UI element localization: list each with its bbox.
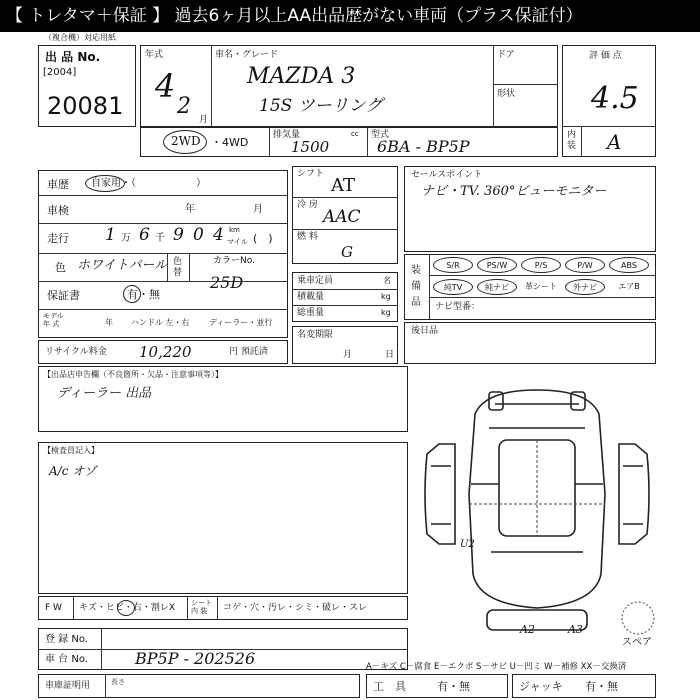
after-parts-label: 後日品 [411,326,439,336]
equipment-item: 純ナビ [477,279,517,295]
fw-options: キズ・ヒビ・右・割レX [79,603,175,613]
inspection-year: 年 [185,204,195,215]
remarks-value: ディーラー 出品 [57,386,152,401]
lot-number: 20081 [47,92,124,120]
mileage-unit-mile: マイル [227,238,248,246]
interior-label: 内 装 [567,130,577,151]
warranty-options: 有・無 [127,288,160,301]
equipment-item: P/W [565,257,605,273]
equipment-item: エアB [618,282,640,291]
sales-point-label: セールスポイント [411,170,483,180]
diagram-mark-side: U2 [460,539,475,550]
drive-option-4wd: ・4WD [211,136,249,149]
equipment-item: 革シート [525,282,557,291]
fuel-value: G [341,243,353,261]
dealer-options: ディーラー・並行 [209,318,273,327]
lot-box [38,45,136,127]
spec-row [140,127,558,157]
color-label: 色 [55,261,66,274]
cert-sub: 長さ [111,678,125,686]
displacement-unit: cc [351,130,359,138]
capacity-box [292,272,398,322]
cert-label: 車庫証明用 [45,681,91,691]
handle-options: ハンドル 左・右 [131,318,190,327]
equipment-item: 純TV [433,279,473,295]
mileage-digit-2: 6 [139,225,150,245]
equipment-item: ABS [609,257,649,273]
damage-legend: A－キズ C－腐食 E－エクボ S－サビ U－凹ミ W－補修 XX－交換済 [366,662,627,672]
name-change-month: 月 [343,350,353,360]
mileage-paren: ( ) [253,232,273,245]
mileage-digit-4: 0 [193,225,204,245]
history-box [38,170,288,338]
tools-options: 有・無 [437,680,470,693]
seat-label: シート 内 装 [191,599,212,616]
sales-point-value: ナビ・TV. 360°ビューモニター [421,184,607,199]
weight-unit: kg [381,308,391,317]
mileage-unit-sen: 千 [155,233,165,244]
registration-label: 登 録 No. [45,634,88,645]
model-year-year: 年 [105,318,113,327]
history-label: 車歴 [47,178,69,191]
equipment-label: 装 備 品 [411,265,421,308]
recycle-label: リサイクル料金 [45,347,107,357]
mileage-digit-3: 9 [173,225,184,245]
mileage-unit-man: 万 [121,233,131,244]
form-note: （複合機）対応用紙 [44,33,116,42]
score-box [562,45,656,157]
vehicle-box [140,45,558,127]
name-change-box [292,326,398,364]
door-label: ドア [497,50,515,60]
spare-label: スペア [622,637,652,648]
spare-tire-icon [620,600,656,636]
load-label: 積載量 [297,292,325,302]
equipment-box [404,254,656,320]
remarks-label: 【出品店申告欄（不良箇所・欠品・注意事項等）】 [43,370,223,379]
after-parts-box [404,322,656,364]
year-label: 年式 [145,50,164,60]
diagram-mark-front-left: A2 [520,623,535,636]
inspection-label: 車検 [47,204,69,217]
lot-label: 出 品 No. [45,50,101,64]
recycle-unit: 円 預託済 [229,347,268,357]
model-name: MAZDA 3 [247,64,356,89]
chassis-value: BP5P - 202526 [135,649,256,668]
inspector-box [38,442,408,594]
header-banner: 【 トレタマ＋保証 】 過去6ヶ月以上AA出品歴がない車両（プラス保証付） [0,0,700,32]
jack-label: ジャッキ [519,680,563,693]
shift-label: シフト [297,169,325,179]
displacement-label: 排気量 [273,130,301,140]
shift-value: AT [331,175,356,196]
color-value: ホワイトパール [77,258,168,273]
equipment-item: P/S [521,257,561,273]
warranty-label: 保証書 [47,289,80,302]
name-change-day: 日 [385,350,395,360]
equipment-item: S/R [433,257,473,273]
load-unit: kg [381,292,391,301]
history-value: 自家用・（ ） [91,178,206,189]
tools-label: 工 具 [373,680,406,693]
recycle-box [38,340,288,364]
fw-label: F W [45,603,62,613]
model-year-label: モデル 年 式 [43,312,64,328]
capacity-label: 乗車定員 [297,276,334,286]
mileage-label: 走行 [47,232,69,245]
aircon-value: AAC [323,207,361,227]
tools-box [366,674,508,698]
shape-label: 形状 [497,89,516,99]
month-suffix: 月 [199,115,209,125]
fuel-label: 燃 料 [297,232,318,242]
navi-label: ナビ型番： [435,302,481,312]
sales-point-box [404,166,656,252]
model-code-value: 6BA - BP5P [377,137,470,156]
mileage-digit-5: 4 [213,225,224,245]
capacity-unit: 名 [383,276,391,285]
color-code-value: 25D [210,273,244,292]
score-label: 評 価 点 [589,51,622,61]
interior-value: A [607,130,622,154]
model-code-label: 型式 [371,130,390,140]
model-grade: 15S ツーリング [259,96,383,116]
registration-box [38,628,408,670]
equipment-item: PS/W [477,257,517,273]
jack-options: 有・無 [585,680,618,693]
recycle-value: 10,220 [139,343,192,361]
inspector-label: 【検査員記入】 [43,446,99,455]
year-value: 4 [155,67,176,105]
seat-options: コゲ・穴・汚レ・シミ・破レ・スレ [223,603,368,613]
equipment-item: 外ナビ [565,279,605,295]
diagram-mark-front-right: A3 [568,623,583,636]
drive-option-2wd: 2WD [171,134,201,148]
inspection-month: 月 [253,204,263,215]
color-change-label: 色 替 [173,257,183,278]
cert-box [38,674,360,698]
month-value: 2 [177,94,191,119]
mileage-digit-1: 1 [105,225,116,245]
aircon-label: 冷 房 [297,200,318,210]
jack-box [512,674,656,698]
car-diagram [415,384,660,636]
inspector-value: A/c オゾ [49,464,97,478]
weight-label: 総重量 [297,308,325,318]
name-change-label: 名変期限 [297,330,334,340]
mileage-unit-km: km [229,226,240,234]
chassis-label: 車 台 No. [45,654,88,665]
fw-row [38,596,408,620]
remarks-box [38,366,408,432]
lot-code: [2004] [43,67,77,78]
score-value: 4.5 [591,81,639,116]
displacement-value: 1500 [291,138,330,156]
color-code-label: カラーNo. [213,256,255,266]
shift-box [292,166,398,264]
model-label: 車名・グレード [215,50,279,60]
